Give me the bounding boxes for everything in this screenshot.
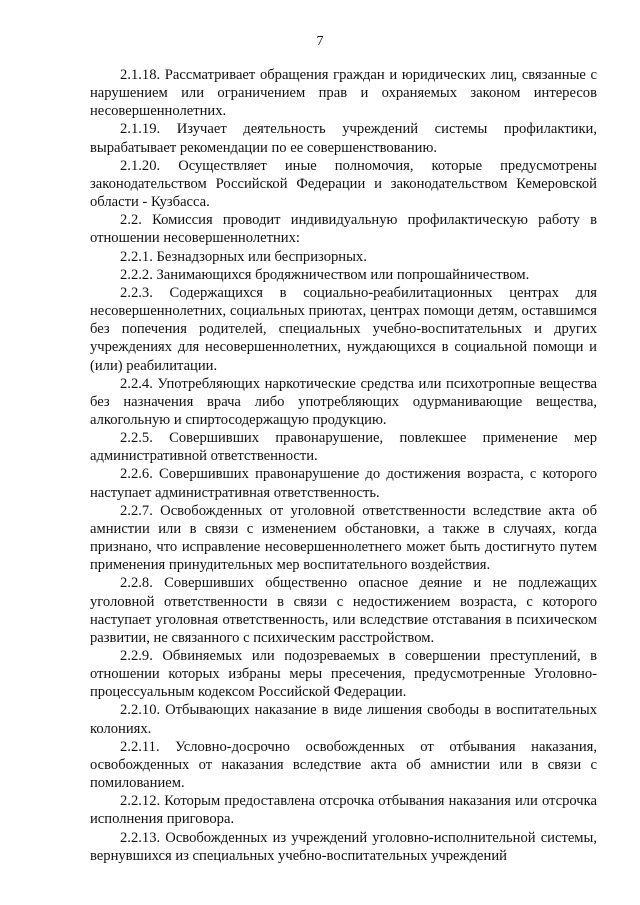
paragraph-2-2-11: 2.2.11. Условно-досрочно освобожденных от отбывания наказания, освобожденных от наказания вследствие акта об амнистии или в связи с помилованием. [90,738,597,792]
paragraph-2-2-6: 2.2.6. Совершивших правонарушение до достижения возраста, с которого наступает административная ответственность. [90,466,597,501]
paragraph-2-2-1: 2.2.1. Безнадзорных или беспризорных. [120,248,367,265]
paragraph-2-2-8: 2.2.8. Совершивших общественно опасное деяние и не подлежащих уголовной ответственности в связи с недостижением возраста, с которого наступает уголовная ответственность, или вследствие отставания в психическом развитии, не связанного с психическим расстройством. [90,575,597,646]
paragraph-2-2-13: 2.2.13. Освобожденных из учреждений уголовно-исполнительной системы, вернувшихся из специальных учебно-воспитательных учреждений [90,829,597,864]
paragraph-2-1-19: 2.1.19. Изучает деятельность учреждений системы профилактики, вырабатывает рекомендации по ее совершенствованию. [90,121,597,156]
paragraph-2-2-7: 2.2.7. Освобожденных от уголовной ответственности вследствие акта об амнистии или в связи с изменением обстановки, а также в случаях, когда признано, что исправление несовершеннолетнего может быть достигнуто путем применения принудительных мер воспитательного воздействия. [90,502,597,574]
paragraph-2-2-10: 2.2.10. Отбывающих наказание в виде лишения свободы в воспитательных колониях. [90,702,597,737]
paragraph-2-2-2: 2.2.2. Занимающихся бродяжничеством или попрошайничеством. [120,266,530,283]
paragraph-2-1-20: 2.1.20. Осуществляет иные полномочия, которые предусмотрены законодательством Российской Федерации и законодательством Кемеровской области - Кузбасса. [90,157,597,211]
paragraph-2-1-18: 2.1.18. Рассматривает обращения граждан и юридических лиц, связанные с нарушением или ограничением прав и охраняемых законом интересов несовершеннолетних. [90,67,597,120]
paragraph-2-2-9: 2.2.9. Обвиняемых или подозреваемых в совершении преступлений, в отношении которых избраны меры пресечения, предусмотренные Уголовно-процессуальным кодексом Российской Федерации. [90,648,597,701]
page-number: 7 [316,34,324,49]
paragraph-2-2-4: 2.2.4. Употребляющих наркотические средства или психотропные вещества без назначения врача либо употребляющих одурманивающие вещества, алкогольную и спиртосодержащую продукцию. [90,375,597,428]
paragraph-2-2-3: 2.2.3. Содержащихся в социально-реабилитационных центрах для несовершеннолетних, социальных приютах, центрах помощи детям, оставшимся без попечения родителей, специальных учебно-воспитательных и других учреждениях для несовершеннолетних, нуждающихся в социальной помощи и (или) реабилитации. [90,284,597,374]
paragraph-2-2: 2.2. Комиссия проводит индивидуальную профилактическую работу в отношении несовершеннолетних: [90,212,597,247]
paragraph-2-2-5: 2.2.5. Совершивших правонарушение, повлекшее применение мер административной ответственности. [90,430,597,465]
document-body [90,66,597,865]
paragraph-2-2-12: 2.2.12. Которым предоставлена отсрочка отбывания наказания или отсрочка исполнения приговора. [90,793,597,828]
